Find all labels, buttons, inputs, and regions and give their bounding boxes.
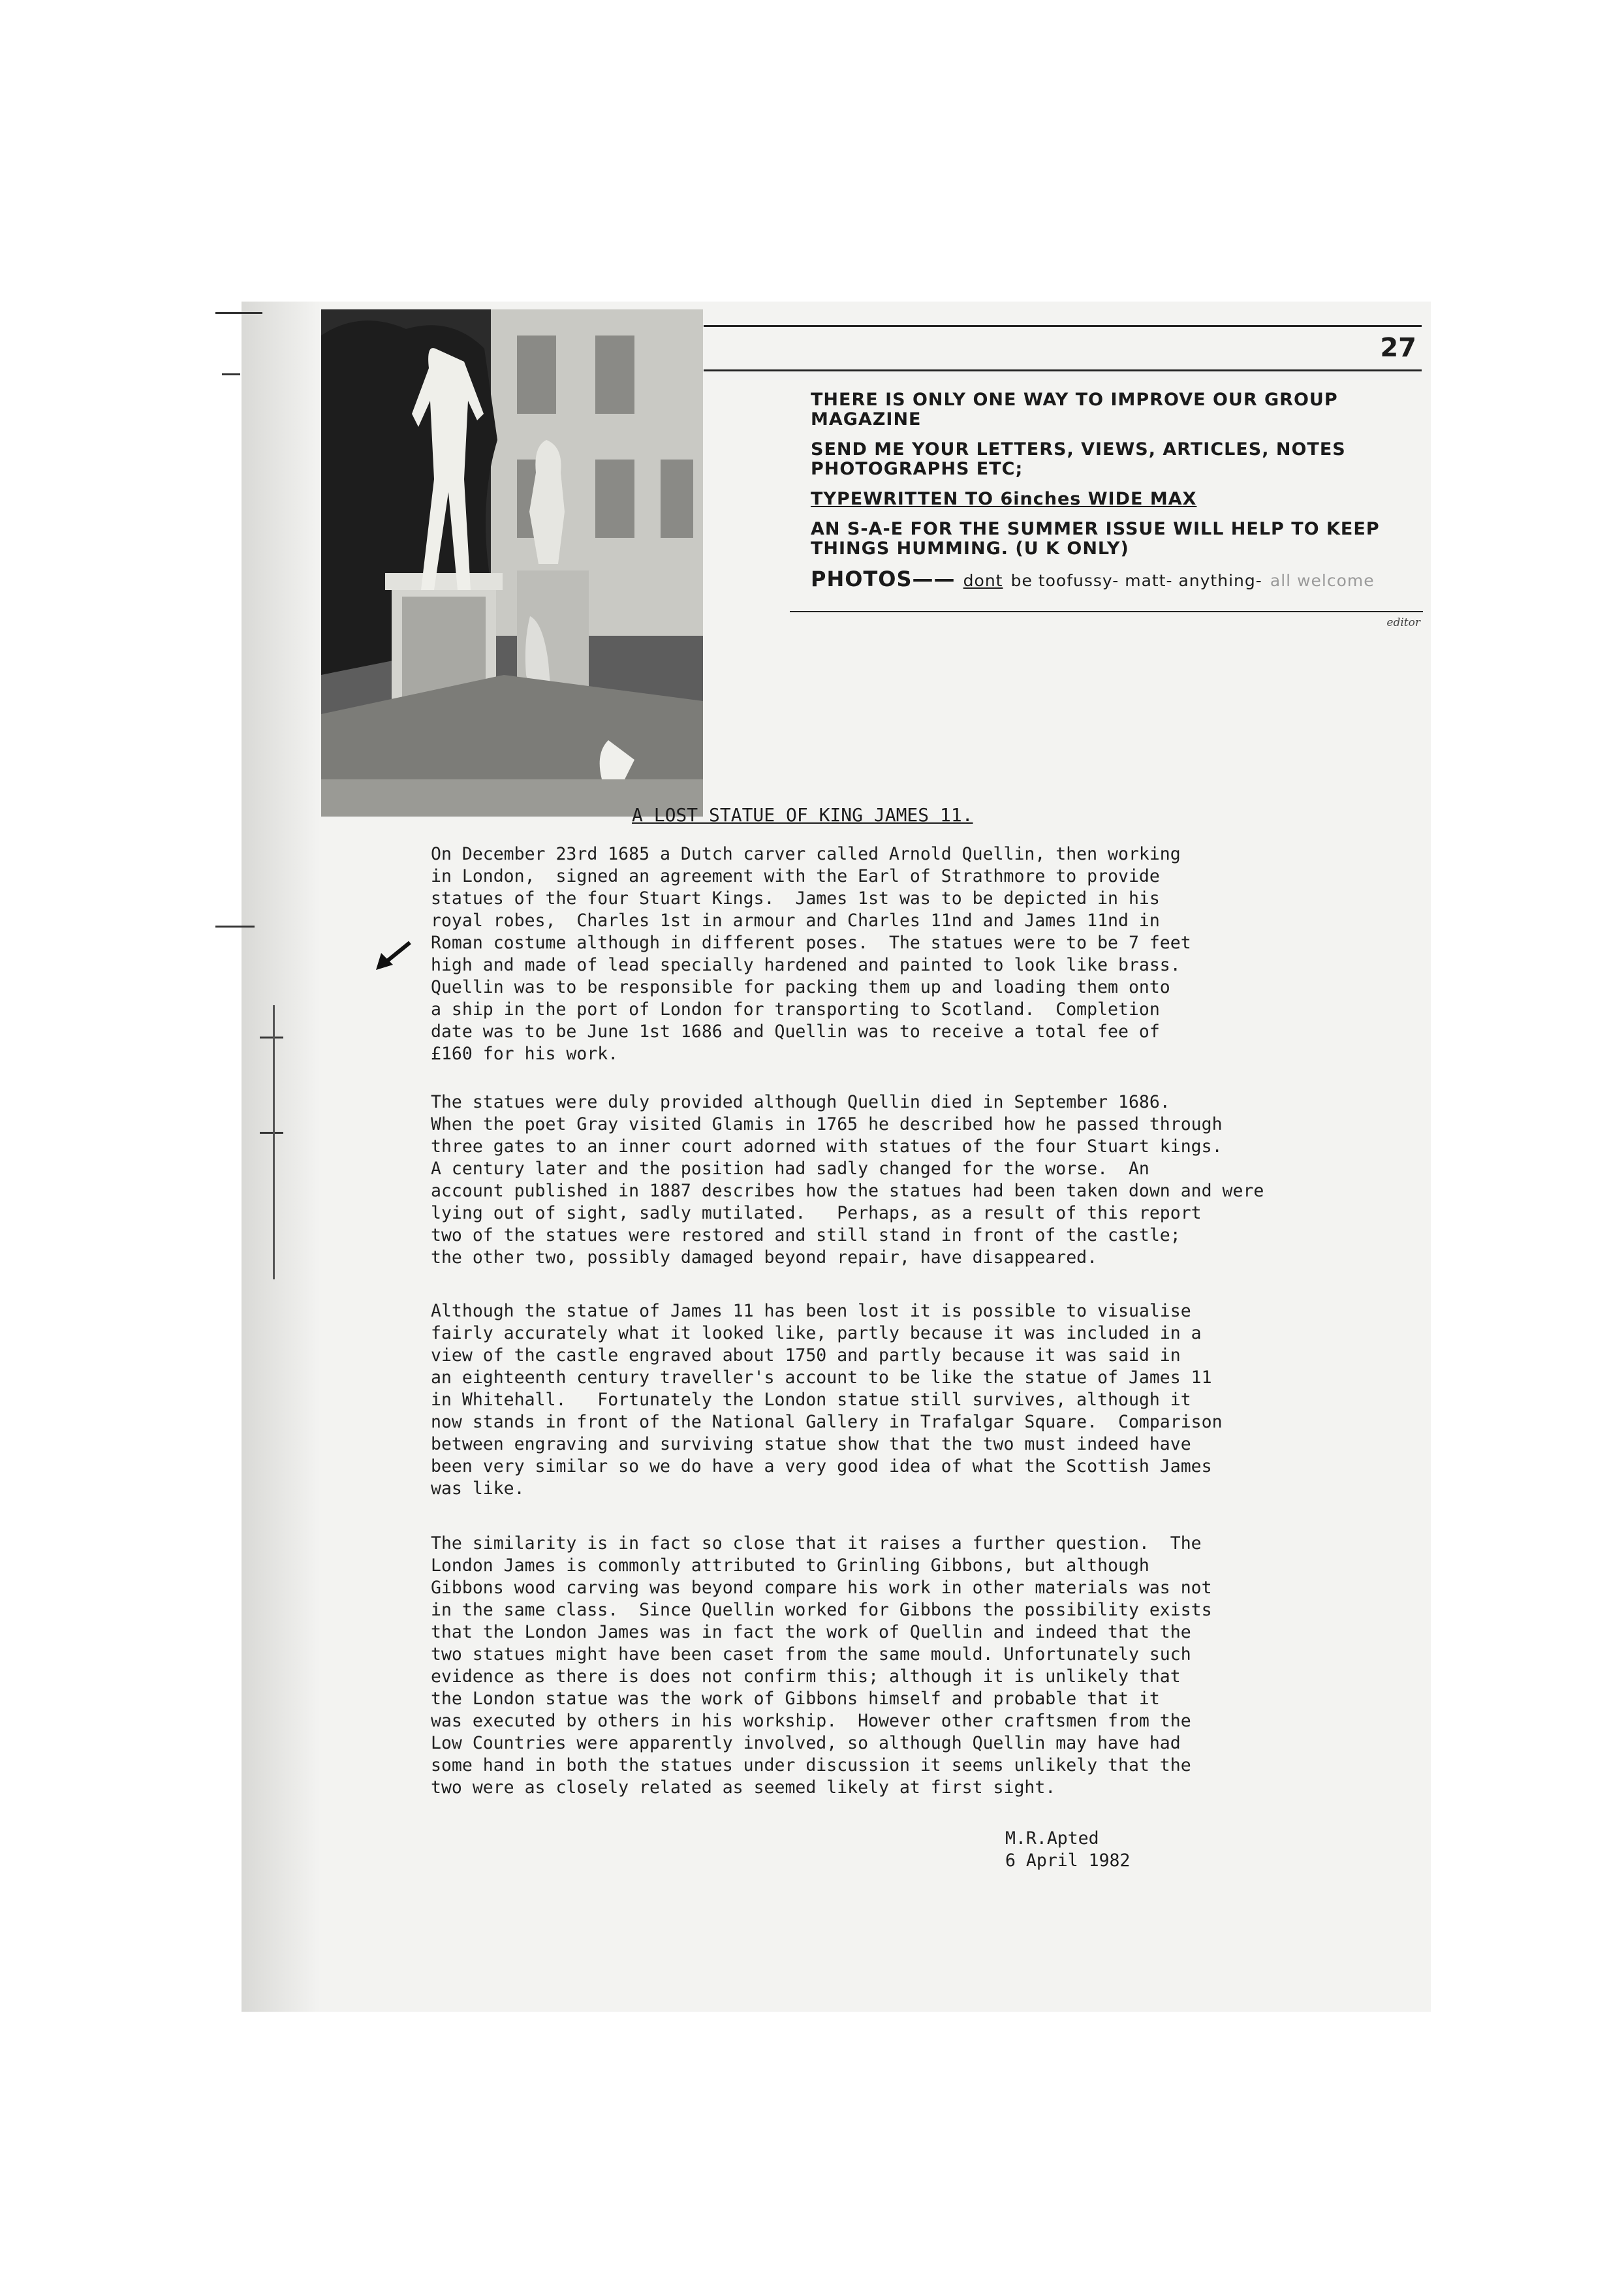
statue-photo (321, 309, 703, 817)
binding-mark (215, 312, 262, 314)
binding-mark (260, 1037, 283, 1038)
author-name: M.R.Apted (1005, 1828, 1099, 1849)
notice-line: TYPEWRITTEN TO 6inches WIDE MAX (811, 489, 1197, 509)
page-number: 27 (1380, 333, 1416, 363)
article-paragraph: The statues were duly provided although Quellin died in September 1686. When the poet Gray visited Glamis in 1765 he described how he passed through three gates to an inner court adorned with statues of the four Stuart kings. A century later and the position had sadly changed for the worse. An account published in 1887 describes how the statues had been taken down and were lying out of sight, sadly mutilated. Perhaps, as a result of this report two of the statues were restored and still stand in front of the castle; the other two, possibly damaged beyond repair, have disappeared. (431, 1092, 1264, 1268)
header-rule (704, 369, 1422, 371)
article-paragraph: On December 23rd 1685 a Dutch carver called Arnold Quellin, then working in London, signed an agreement with the Earl of Strathmore to provide statues of the four Stuart Kings. James 1st was to be depicted in his royal robes, Charles 1st in armour and Charles 11nd and James 11nd in Roman costume although in different poses. The statues were to be 7 feet high and made of lead specially hardened and painted to look like brass. Quellin was to be responsible for packing them up and loading them onto a ship in the port of London for transporting to Scotland. Completion date was to be June 1st 1686 and Quellin was to receive a total fee of £160 for his work. (431, 844, 1191, 1064)
photos-faded: all welcome (1270, 571, 1375, 590)
article-date: 6 April 1982 (1005, 1850, 1131, 1871)
binding-mark (260, 1132, 283, 1134)
binding-mark (215, 926, 255, 928)
page-binding-shadow (242, 302, 320, 2012)
notice-line: SEND ME YOUR LETTERS, VIEWS, ARTICLES, NOTES PHOTOGRAPHS ETC; (811, 439, 1346, 479)
photos-rest: be toofussy- matt- anything- (1010, 571, 1262, 590)
photos-line (811, 569, 1437, 591)
photos-dash: —— (912, 567, 956, 591)
binding-spine (273, 1005, 275, 1279)
binding-mark (222, 373, 240, 375)
notice-line: AN S-A-E FOR THE SUMMER ISSUE WILL HELP TO KEEP THINGS HUMMING. (U K ONLY) (811, 519, 1380, 559)
arrow-icon (373, 940, 413, 973)
statue-photo-icon (321, 309, 703, 817)
notice-rule (790, 611, 1423, 612)
article-paragraph: Although the statue of James 11 has been lost it is possible to visualise fairly accurately what it looked like, partly because it was included in a view of the castle engraved about 1750 and partly because it was said in an eighteenth century traveller's account to be like the statue of James 11 in Whitehall. Fortunately the London statue still survives, although it now stands in front of the National Gallery in Trafalgar Square. Comparison between engraving and surviving statue show that the two must indeed have been very similar so we do have a very good idea of what the Scottish James was like. (431, 1301, 1223, 1499)
photos-label: PHOTOS (811, 567, 913, 591)
editor-signoff: editor (1386, 616, 1420, 629)
header-rule (704, 325, 1422, 327)
article-paragraph: The similarity is in fact so close that it raises a further question. The London James is commonly attributed to Grinling Gibbons, but although Gibbons wood carving was beyond compare his work in other materials was not in the same class. Since Quellin worked for Gibbons the possibility exists that the London James was in fact the work of Quellin and indeed that the two statues might have been caset from the same mould. Unfortunately such evidence as there is does not confirm this; although it is unlikely that the London statue was the work of Gibbons himself and probable that it was executed by others in his workship. However other craftsmen from the Low Countries were apparently involved, so although Quellin may have had some hand in both the statues under discussion it seems unlikely that the two were as closely related as seemed likely at first sight. (431, 1533, 1212, 1798)
article-title: A LOST STATUE OF KING JAMES 11. (632, 804, 973, 826)
photos-dont: dont (963, 571, 1003, 590)
notice-line: THERE IS ONLY ONE WAY TO IMPROVE OUR GROUP MAGAZINE (811, 390, 1338, 429)
editor-notice (811, 390, 1437, 601)
